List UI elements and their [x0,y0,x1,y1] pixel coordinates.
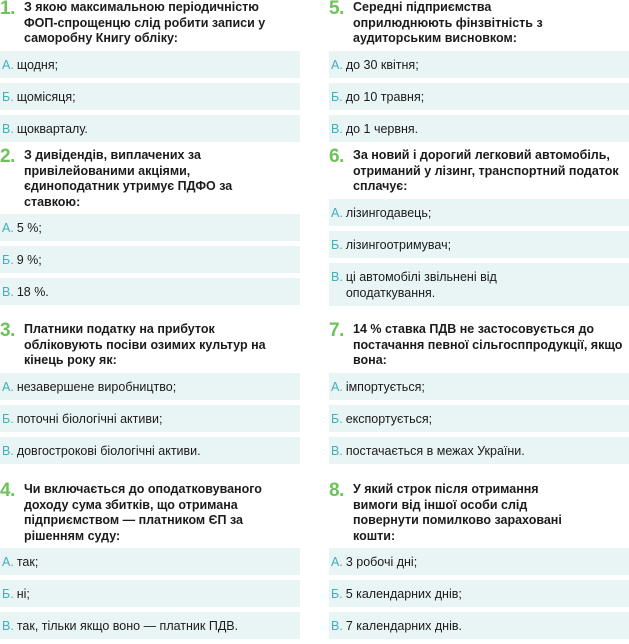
answer-letter: А. [2,221,14,236]
answer-letter: В. [331,121,343,136]
question-text: За новий і дорогий легковий автомобіль, отриманий у лізинг, транспортний податок сплачує: [353,148,619,194]
answer-text: лізингоотримувач; [345,237,452,252]
answer-letter: А. [2,555,14,570]
question-number: 6. [329,146,344,167]
answer-option-b[interactable] [329,231,629,258]
answer-list [329,199,629,306]
answer-option-b[interactable] [329,83,629,110]
question-number: 5. [329,0,344,19]
answer-letter: Б. [2,253,14,268]
answer-option-c[interactable] [0,278,300,305]
answer-letter: В. [331,269,343,284]
answer-letter: Б. [2,411,14,426]
question-header [329,148,629,195]
answer-text: 18 %. [16,285,49,300]
question-number: 7. [329,320,344,341]
question-header [0,482,300,544]
question-header [329,322,629,369]
question-4 [0,482,300,644]
answer-text: 5 календарних днів; [345,587,462,602]
answer-option-a[interactable] [0,548,300,575]
answer-letter: В. [331,619,343,634]
question-6 [329,148,629,311]
answer-text: 3 робочі дні; [345,555,418,570]
question-text: Чи включається до оподатковуваного доходу сума збитків, що отримана підприємством — платником ЄП за рішенням суду: [24,482,262,543]
answer-option-c[interactable] [0,437,300,464]
question-7 [329,322,629,469]
answer-option-c[interactable] [0,115,300,142]
question-number: 3. [0,320,15,341]
answer-text: лізингодавець; [345,205,432,220]
question-text: Середні підприємства оприлюднюють фінзвітність з аудиторським висновком: [353,0,543,46]
answer-list [0,214,300,305]
answer-letter: А. [331,205,343,220]
answer-text: до 1 червня. [345,121,419,136]
answer-list [329,51,629,142]
question-1 [0,0,300,147]
answer-text: так; [16,555,39,570]
answer-option-b[interactable] [0,580,300,607]
answer-text: 7 календарних днів. [345,619,462,634]
answer-text: так, тільки якщо воно — платник ПДВ. [16,619,239,634]
answer-text: поточні біологічні активи; [16,411,163,426]
answer-text: незавершене виробництво; [16,379,177,394]
answer-option-a[interactable] [0,373,300,400]
question-3 [0,322,300,469]
answer-letter: Б. [331,89,343,104]
question-header [329,0,629,47]
question-text: З якою максимальною періодичністю ФОП-спрощенцю слід робити записи у саморобну Книгу обліку: [24,0,266,46]
answer-letter: Б. [331,587,343,602]
question-text: 14 % ставка ПДВ не застосовується до постачання певної сільгосппродукції, якщо вона: [353,322,623,368]
answer-list [329,373,629,464]
answer-letter: А. [331,555,343,570]
answer-option-a[interactable] [0,51,300,78]
answer-option-a[interactable] [329,548,629,575]
question-5 [329,0,629,147]
answer-option-a[interactable] [0,214,300,241]
answer-option-b[interactable] [0,83,300,110]
question-text: З дивідендів, виплачених за привілейованими акціями, єдиноподатник утримує ПДФО за ставкою: [24,148,233,209]
answer-letter: Б. [331,411,343,426]
answer-option-a[interactable] [329,199,629,226]
answer-letter: Б. [2,89,14,104]
answer-text: 5 %; [16,221,42,236]
question-8 [329,482,629,644]
answer-text: експортується; [345,411,433,426]
answer-letter: В. [331,443,343,458]
answer-option-c[interactable] [329,263,629,306]
answer-option-c[interactable] [329,115,629,142]
answer-letter: А. [331,57,343,72]
answer-option-b[interactable] [329,580,629,607]
question-text: Платники податку на прибуток обліковують посіви озимих культур на кінець року як: [24,322,266,368]
answer-letter: В. [2,443,14,458]
answer-letter: А. [2,57,14,72]
question-number: 4. [0,480,15,501]
answer-letter: А. [331,379,343,394]
answer-option-a[interactable] [329,51,629,78]
question-number: 1. [0,0,15,19]
answer-text: імпортується; [345,379,425,394]
answer-option-b[interactable] [0,405,300,432]
question-header [0,148,300,210]
answer-text: щокварталу. [16,121,88,136]
answer-letter: Б. [331,237,343,252]
answer-letter: В. [2,121,14,136]
answer-text: щодня; [16,57,59,72]
question-header [0,322,300,369]
question-text: У який строк після отримання вимоги від іншої особи слід повернути помилково зараховані кошти: [353,482,562,543]
answer-text: постачається в межах України. [345,443,525,458]
answer-text: довгострокові біологічні активи. [16,443,201,458]
answer-option-b[interactable] [329,405,629,432]
answer-text: ці автомобілі звільнені від оподаткування. [345,269,497,300]
answer-list [0,51,300,142]
answer-option-c[interactable] [329,437,629,464]
answer-letter: А. [2,379,14,394]
answer-text: до 10 травня; [345,89,425,104]
question-number: 8. [329,480,344,501]
question-header [329,482,629,544]
question-2 [0,148,300,310]
answer-text: до 30 квітня; [345,57,419,72]
question-number: 2. [0,146,15,167]
answer-text: 9 %; [16,253,42,268]
answer-letter: Б. [2,587,14,602]
question-header [0,0,300,47]
answer-text: ні; [16,587,30,602]
answer-list [0,373,300,464]
answer-option-b[interactable] [0,246,300,273]
answer-letter: В. [2,285,14,300]
answer-text: щомісяця; [16,89,76,104]
answer-letter: В. [2,619,14,634]
answer-option-a[interactable] [329,373,629,400]
